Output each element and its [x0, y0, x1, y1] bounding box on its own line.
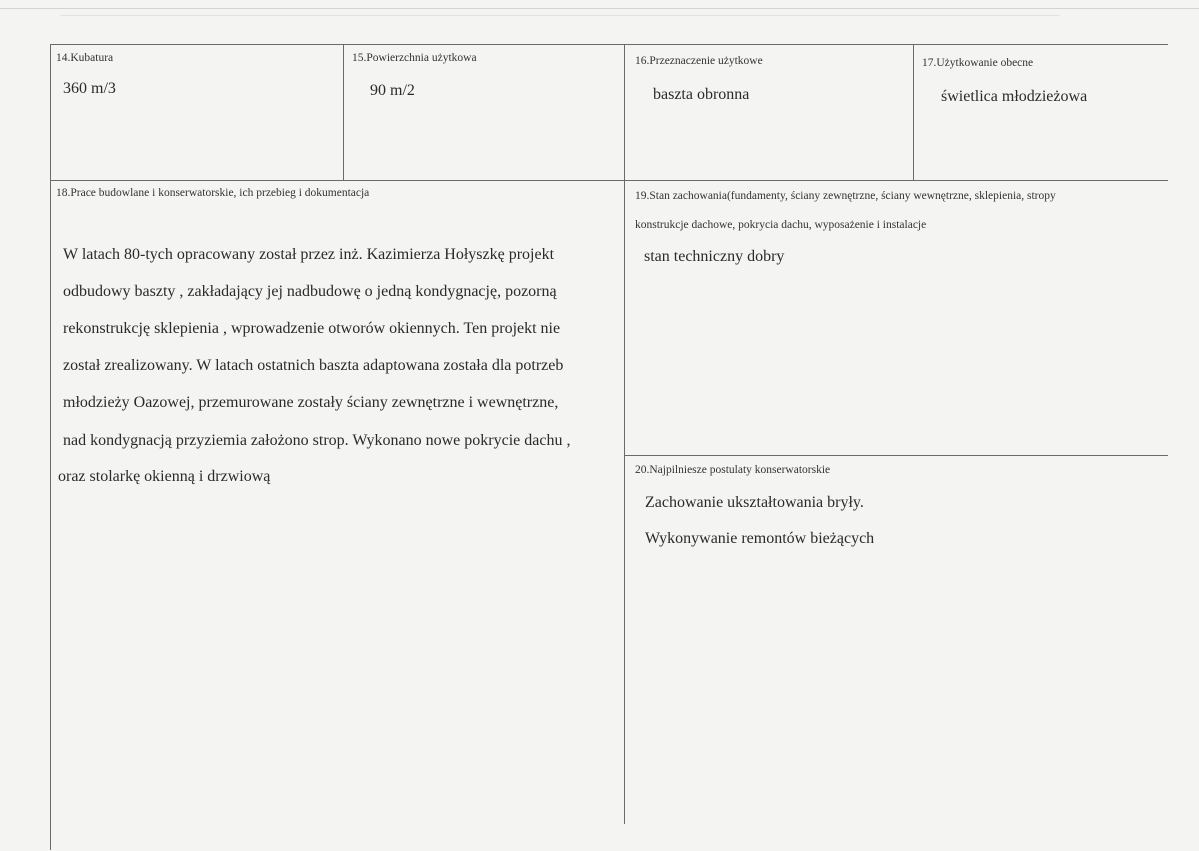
paragraph-line: rekonstrukcję sklepienia , wprowadzenie otworów okiennych. Ten projekt nie	[63, 320, 561, 337]
field-label: 14.Kubatura	[56, 52, 114, 64]
field-label: 19.Stan zachowania(fundamenty, ściany zewnętrzne, ściany wewnętrzne, sklepienia, stropy	[635, 190, 1056, 202]
field-value: stan techniczny dobry	[644, 248, 785, 265]
paragraph-line: nad kondygnacją przyziemia założono strop. Wykonano nowe pokrycie dachu ,	[63, 432, 571, 449]
col-divider-main	[624, 44, 625, 824]
field-value: 90 m/2	[370, 82, 415, 99]
col-divider-3	[913, 44, 914, 180]
paragraph-line: oraz stolarkę okienną i drzwiową	[58, 468, 271, 485]
field-value: baszta obronna	[653, 86, 750, 103]
field-label: 18.Prace budowlane i konserwatorskie, ich przebieg i dokumentacja	[56, 187, 370, 199]
field-value: świetlica młodzieżowa	[941, 88, 1088, 105]
paragraph-line: Wykonywanie remontów bieżących	[645, 530, 875, 547]
field-value: 360 m/3	[63, 80, 116, 97]
scan-artifact-top	[0, 8, 1199, 9]
row1-divider	[50, 180, 1168, 181]
paragraph-line: odbudowy baszty , zakładający jej nadbudowę o jedną kondygnację, pozorną	[63, 283, 557, 300]
field-label: 20.Najpilniesze postulaty konserwatorskie	[635, 464, 831, 476]
paragraph-line: młodzieży Oazowej, przemurowane zostały ściany zewnętrzne i wewnętrzne,	[63, 394, 559, 411]
field-label: 15.Powierzchnia użytkowa	[352, 52, 477, 64]
scan-artifact-top-2	[60, 15, 1060, 16]
col-divider-1	[343, 44, 344, 180]
top-border	[50, 44, 1168, 45]
paragraph-line: W latach 80-tych opracowany został przez inż. Kazimierza Hołyszkę projekt	[63, 246, 555, 263]
paragraph-line: został zrealizowany. W latach ostatnich baszta adaptowana została dla potrzeb	[63, 357, 564, 374]
paragraph-line: Zachowanie ukształtowania bryły.	[645, 494, 864, 511]
field-label: 16.Przeznaczenie użytkowe	[635, 55, 763, 67]
left-border	[50, 44, 51, 850]
field-label: 17.Użytkowanie obecne	[922, 57, 1034, 69]
row-divider-19-20	[624, 455, 1168, 456]
field-label-cont: konstrukcje dachowe, pokrycia dachu, wyposażenie i instalacje	[635, 219, 927, 231]
